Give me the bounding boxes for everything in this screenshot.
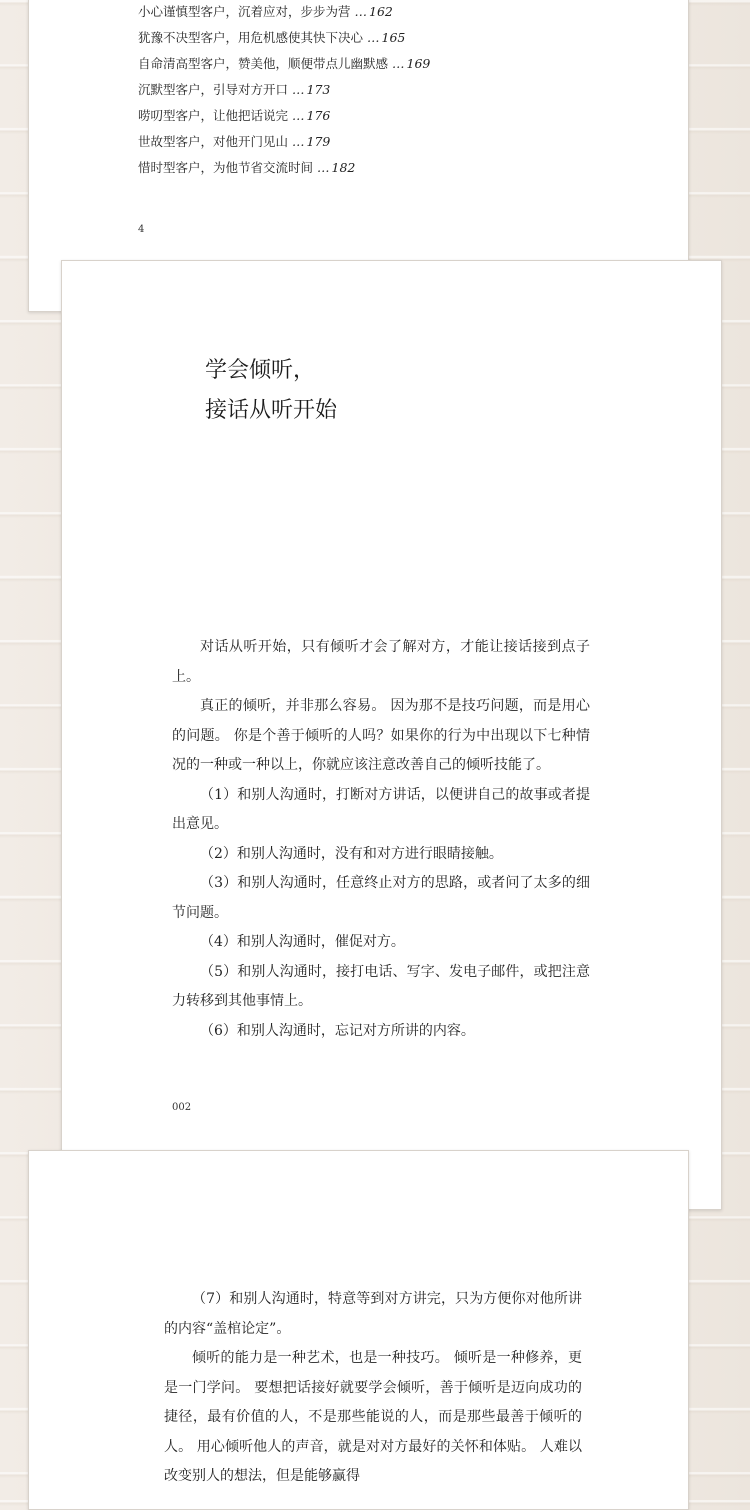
list-paragraph: （2）和别人沟通时，没有和对方进行眼睛接触。 — [200, 845, 503, 862]
toc-leader: … — [392, 56, 405, 71]
toc-item-title: 犹豫不决型客户，用危机感使其快下决心 — [138, 30, 364, 45]
toc-item-title: 惜时型客户，为他节省交流时间 — [138, 160, 314, 175]
paragraph: 对话从听开始，只有倾听才会了解对方，才能让接话接到点子上。 — [172, 639, 590, 685]
chapter-title-line: 接话从听开始 — [205, 398, 338, 423]
list-paragraph: （3）和别人沟通时，任意终止对方的思路，或者问了太多的细节问题。 — [172, 875, 590, 921]
toc-item[interactable] — [138, 129, 430, 155]
paragraph: 倾听的能力是一种艺术，也是一种技巧。 倾听是一种修养，更是一门学问。 要想把话接好就要学会倾听，善于倾听是迈向成功的捷径，最有价值的人，不是那些能说的人，而是那些最善于倾听的人。 用心倾听他人的声音，就是对对方最好的关怀和体贴。 人难以改变别人的想法，但是能够赢得 — [164, 1350, 582, 1484]
page-folio: 4 — [138, 224, 145, 235]
toc-leader: … — [292, 82, 305, 97]
toc-item[interactable] — [138, 155, 430, 181]
toc-item[interactable] — [138, 25, 430, 51]
chapter-page — [61, 260, 722, 1210]
toc-leader: … — [317, 160, 330, 175]
toc-list — [138, 0, 430, 181]
continuation-page — [28, 1150, 689, 1510]
list-paragraph: （1）和别人沟通时，打断对方讲话，以便讲自己的故事或者提出意见。 — [172, 786, 590, 832]
toc-item[interactable] — [138, 0, 430, 25]
toc-leader: … — [292, 108, 305, 123]
toc-item-title: 世故型客户，对他开门见山 — [138, 134, 289, 149]
chapter-body — [172, 633, 590, 1046]
toc-item-title: 沉默型客户，引导对方开口 — [138, 82, 289, 97]
toc-item-title: 小心谨慎型客户，沉着应对，步步为营 — [138, 4, 351, 19]
toc-item-title: 自命清高型客户，赞美他，顺便带点儿幽默感 — [138, 56, 389, 71]
continuation-body — [164, 1285, 582, 1492]
toc-page-number: 162 — [369, 4, 393, 19]
toc-page-number: 176 — [306, 108, 331, 123]
list-paragraph: （4）和别人沟通时，催促对方。 — [200, 934, 405, 950]
list-paragraph: （6）和别人沟通时，忘记对方所讲的内容。 — [200, 1022, 475, 1039]
toc-page-number: 179 — [306, 134, 331, 149]
page-folio: 002 — [172, 1102, 192, 1113]
toc-leader: … — [367, 30, 380, 45]
toc-page-number: 165 — [381, 30, 406, 45]
toc-item[interactable] — [138, 77, 430, 103]
toc-page-number: 169 — [406, 56, 431, 71]
toc-leader: … — [292, 134, 305, 149]
chapter-title — [205, 351, 337, 431]
toc-leader: … — [354, 4, 368, 19]
chapter-title-line: 学会倾听， — [205, 358, 316, 383]
toc-item[interactable] — [138, 103, 430, 129]
paragraph: 真正的倾听，并非那么容易。 因为那不是技巧问题，而是用心的问题。 你是个善于倾听的人吗？如果你的行为中出现以下七种情况的一种或一种以上，你就应该注意改善自己的倾听技能了。 — [172, 698, 590, 773]
toc-item-title: 唠叨型客户，让他把话说完 — [138, 108, 289, 123]
list-paragraph: （7）和别人沟通时，特意等到对方讲完，只为方便你对他所讲的内容“盖棺论定”。 — [164, 1291, 582, 1337]
list-paragraph: （5）和别人沟通时，接打电话、写字、发电子邮件，或把注意力转移到其他事情上。 — [172, 963, 590, 1009]
toc-page-number: 182 — [331, 160, 356, 175]
toc-page-number: 173 — [306, 82, 331, 97]
toc-item[interactable] — [138, 51, 430, 77]
